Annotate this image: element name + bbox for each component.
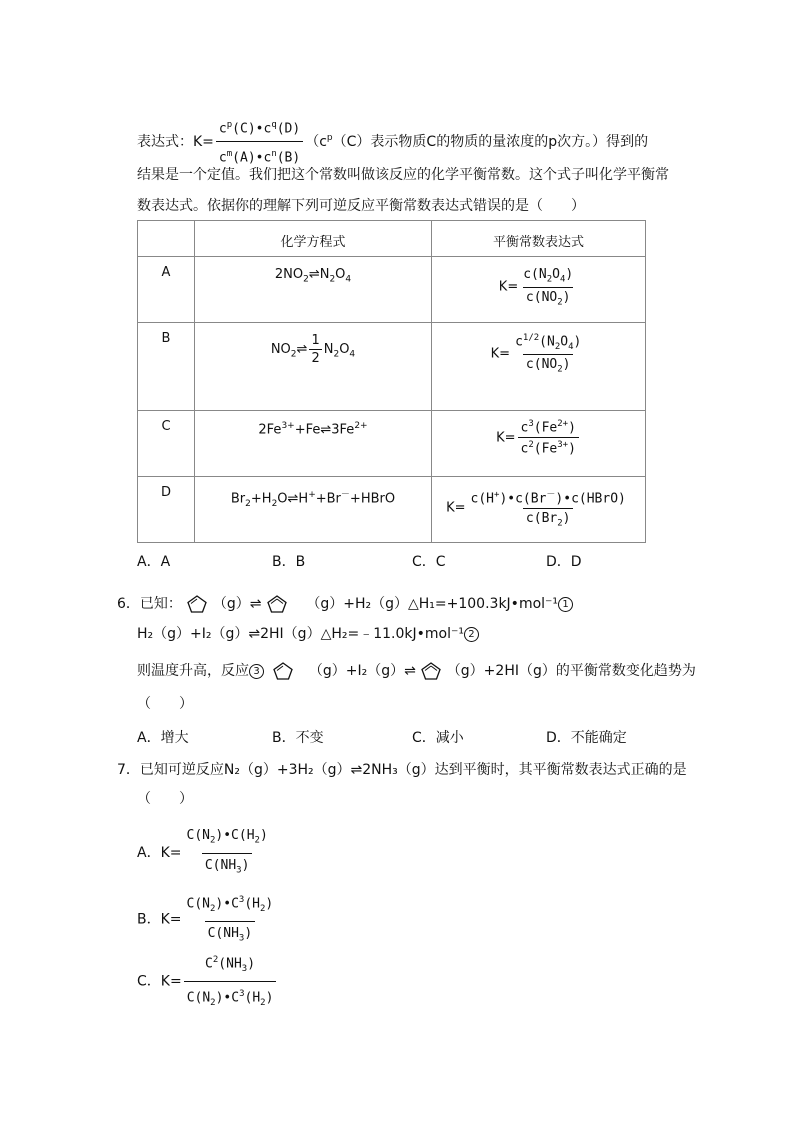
q5-option-b[interactable]: B．B	[272, 554, 306, 570]
table-header-blank	[138, 221, 195, 257]
equation-a: $2NO_2\rightleftharpoons N_2O_4$	[195, 257, 432, 323]
q6-line-3: 则温度升高，反应 3 （g）+I₂（g）⇌ （g）+2HI（g）的平衡常数变化趋势为	[137, 663, 696, 679]
expression-d: K= $\frac{c(H^+)•c(Br^-)•c(HBrO)}{c(Br_2)}$	[432, 477, 646, 543]
q7-answer-blank: （ ）	[137, 791, 193, 807]
reaction-3-marker: 3	[249, 664, 264, 679]
equation-c: $2Fe^{3+}+Fe\rightleftharpoons 3Fe^{2+}$	[195, 411, 432, 477]
table-header-row	[138, 221, 646, 257]
equation-b: $NO_2\rightleftharpoons$ $\frac{1}{2}$ $N_2O_4$	[195, 323, 432, 411]
row-label: C	[138, 411, 195, 477]
table-header-equation: 化学方程式	[195, 221, 432, 257]
table-row	[138, 411, 646, 477]
table-row	[138, 323, 646, 411]
q6-option-d[interactable]: D．不能确定	[546, 730, 627, 746]
q6-line-2: H₂（g）+I₂（g）⇌2HI（g）△H₂=﹣11.0kJ•mol⁻¹ 2	[137, 624, 479, 644]
intro-line-2: 结果是一个定值。我们把这个常数叫做该反应的化学平衡常数。这个式子叫化学平衡常	[137, 167, 669, 183]
q5-option-a[interactable]: A．A	[137, 554, 171, 570]
cyclopentene-icon	[186, 594, 208, 614]
q5-option-c[interactable]: C．C	[412, 554, 446, 570]
cyclopentadiene-icon	[266, 594, 288, 614]
general-k-fraction: $\frac{c^p(C)•c^q(D)}{c^m(A)•c^n(B)}$	[216, 115, 303, 169]
q7-option-a-fraction: $\frac{C(N_2)•C(H_2)}{C(NH_3)}$	[184, 826, 271, 880]
cyclopentadiene-icon	[420, 661, 442, 681]
q7-stem: 7．已知可逆反应N₂（g）+3H₂（g）⇌2NH₃（g）达到平衡时，其平衡常数表达式正确的是	[117, 762, 687, 778]
expression-b: K= $\frac{c^{1/2}(N_2O_4)}{c(NO_2)}$	[432, 323, 646, 411]
q6-line-1: 6．已知： （g）⇌ （g）+H₂（g）△H₁=+100.3kJ•mol⁻¹ 1	[117, 594, 573, 614]
q7-option-a[interactable]: A．K= $\frac{C(N_2)•C(H_2)}{C(NH_3)}$	[137, 826, 273, 880]
q7-option-b[interactable]: B．K= $\frac{C(N_2)•C^3(H_2)}{C(NH_3)}$	[137, 890, 278, 949]
q6-option-c[interactable]: C．减小	[412, 730, 464, 746]
row-label: A	[138, 257, 195, 323]
q7-option-c[interactable]: C．K= $\frac{C^2(NH_3)}{C(N_2)•C^3(H_2)}$	[137, 950, 278, 1013]
reaction-2-marker: 2	[464, 627, 479, 642]
equilibrium-table	[137, 220, 646, 543]
intro-line-1: 表达式：K= $\frac{c^p(C)•c^q(D)}{c^m(A)•c^n(B)}$ （$c^p(C)$表示物质C的物质的量浓度的p次方。）得到的	[137, 115, 648, 169]
table-row	[138, 257, 646, 323]
q6-answer-blank: （ ）	[137, 696, 193, 712]
equation-d: $Br_2+H_2O\rightleftharpoons H^++Br^-+HBrO$	[195, 477, 432, 543]
reaction-1-marker: 1	[558, 597, 573, 612]
q7-option-c-fraction: $\frac{C^2(NH_3)}{C(N_2)•C^3(H_2)}$	[184, 950, 277, 1013]
cyclopentene-icon	[272, 661, 294, 681]
q6-option-b[interactable]: B．不变	[272, 730, 324, 746]
row-label: D	[138, 477, 195, 543]
q7-option-b-fraction: $\frac{C(N_2)•C^3(H_2)}{C(NH_3)}$	[184, 890, 277, 949]
row-label: B	[138, 323, 195, 411]
table-row	[138, 477, 646, 543]
expression-a: K= $\frac{c(N_2O_4)}{c(NO_2)}$	[432, 257, 646, 323]
table-header-expression: 平衡常数表达式	[432, 221, 646, 257]
expression-c: K= $\frac{c^3(Fe^{2+})}{c^2(Fe^{3+})}$	[432, 411, 646, 477]
q6-option-a[interactable]: A．增大	[137, 730, 189, 746]
intro-line-3: 数表达式。依据你的理解下列可逆反应平衡常数表达式错误的是（ ）	[137, 198, 585, 214]
q5-option-d[interactable]: D．D	[546, 554, 582, 570]
